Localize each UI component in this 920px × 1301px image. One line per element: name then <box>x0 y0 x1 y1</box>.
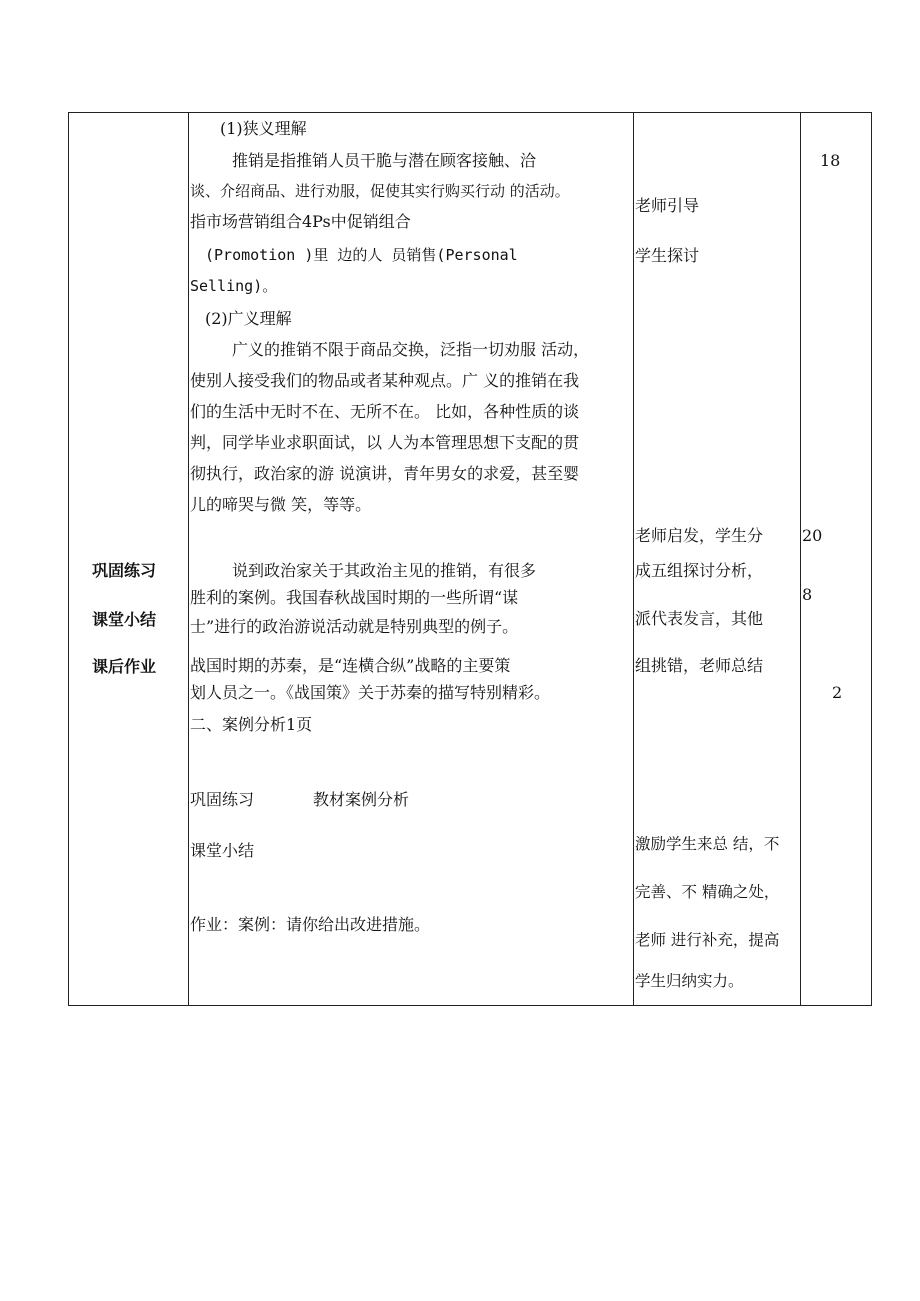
broad-line: 彻执行，政治家的游 说演讲，青年男女的求爱，甚至婴 <box>190 464 580 483</box>
activity-guide: 老师引导 <box>635 196 700 215</box>
activity-encourage-line: 老师 进行补充，提高 <box>635 931 780 949</box>
time-value: 2 <box>832 683 843 702</box>
practice-label: 巩固练习 <box>190 790 255 809</box>
suqin-line: 划人员之一。《战国策》关于苏秦的描写特别精彩。 <box>190 683 551 702</box>
time-value: 18 <box>820 151 841 170</box>
narrow-line: 谈、介绍商品、进行劝服，促使其实行购买行动 的活动。 <box>190 182 570 200</box>
activity-inspire-line: 派代表发言，其他 <box>635 609 764 628</box>
broad-line: 使别人接受我们的物品或者某种观点。广 义的推销在我 <box>190 371 580 390</box>
activity-discuss: 学生探讨 <box>635 246 700 265</box>
politics-line: 胜利的案例。我国春秋战国时期的一些所谓“谋 <box>190 588 519 607</box>
politics-line: 说到政治家关于其政治主见的推销，有很多 <box>232 561 537 580</box>
narrow-line: Selling)。 <box>190 277 278 295</box>
activity-encourage-line: 完善、不 精确之处， <box>635 883 780 901</box>
case-heading: 二、案例分析1页 <box>190 715 313 734</box>
broad-heading: (2)广义理解 <box>205 309 292 328</box>
politics-line: 士”进行的政治游说活动就是特别典型的例子。 <box>190 617 519 636</box>
activity-encourage-line: 学生归纳实力。 <box>635 972 744 990</box>
narrow-heading: (1)狭义理解 <box>220 119 307 138</box>
broad-line: 儿的啼哭与微 笑，等等。 <box>190 495 372 514</box>
activity-inspire-line: 老师启发，学生分 <box>635 526 764 545</box>
activity-inspire-line: 组挑错，老师总结 <box>635 656 764 675</box>
suqin-line: 战国时期的苏秦，是“连横合纵”战略的主要策 <box>190 656 511 675</box>
broad-line: 广义的推销不限于商品交换，泛指一切劝服 活动， <box>232 340 590 359</box>
practice-text: 教材案例分析 <box>313 790 410 809</box>
column-divider <box>800 113 801 1005</box>
narrow-line: 推销是指推销人员干脆与潜在顾客接触、洽 <box>232 151 537 170</box>
broad-line: 们的生活中无时不在、无所不在。 比如，各种性质的谈 <box>190 402 580 421</box>
label-summary: 课堂小结 <box>92 610 157 629</box>
narrow-line: (Promotion )里 边的人 员销售(Personal <box>205 246 518 264</box>
column-divider <box>633 113 634 1005</box>
broad-line: 判，同学毕业求职面试，以 人为本管理思想下支配的贯 <box>190 433 580 452</box>
time-value: 20 <box>802 526 823 545</box>
activity-inspire-line: 成五组探讨分析， <box>635 561 764 580</box>
label-practice: 巩固练习 <box>92 561 157 580</box>
homework-text: 作业：案例：请你给出改进措施。 <box>190 915 431 934</box>
narrow-line: 指市场营销组合4Ps中促销组合 <box>190 212 411 231</box>
activity-encourage-line: 激励学生来总 结，不 <box>635 835 780 853</box>
column-divider <box>188 113 189 1005</box>
time-value: 8 <box>802 585 813 604</box>
label-homework: 课后作业 <box>92 657 157 676</box>
summary-label: 课堂小结 <box>190 841 255 860</box>
